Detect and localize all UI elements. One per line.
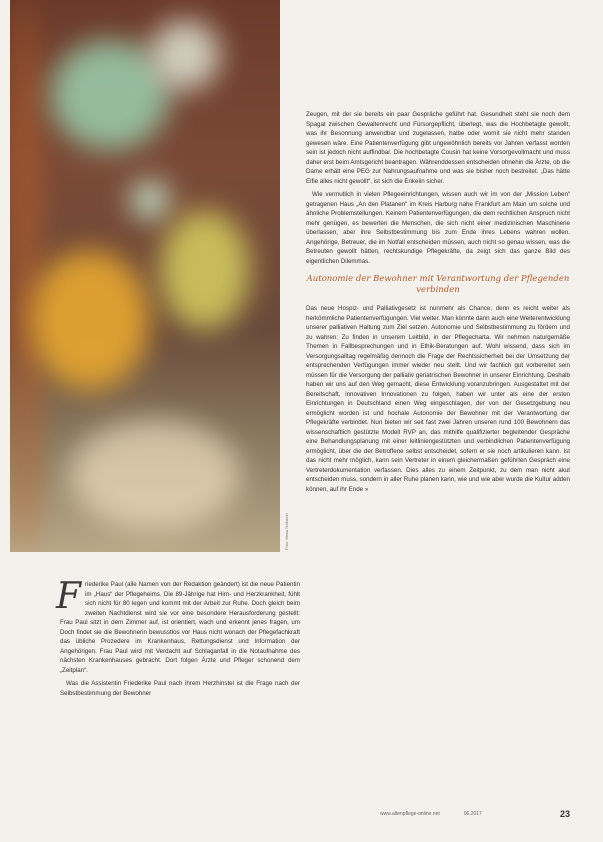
body-paragraph: Wie vermutlich in vielen Pflegeeinrichtungen, wissen auch wir im von der „Mission Leben“ getragenen Haus „An den Platanen“ im Kreis Harburg nahe Frankfurt am Main um solche und ähnliche Problemstellungen. Keinem Patientenverfügungen, die dem rechtlichen Anspruch nicht mehr genügen, es bewerten die Menschen, die sich nicht einer medizinischen Maschinerie überlassen, aber ihre Selbstbestimmung bis zum Ende ihres Lebens wahren wollen. Angehörige, Betreuer, die im Notfall entscheiden müssen, auch nicht so genau wissen, was die Betreuten gewollt hätten, rechtskundige Pflegekräfte, da zeigt sich das ganze Bild des eigentlichen Dilemmas.	[306, 191, 570, 265]
photo-blur-shape	[70, 420, 240, 530]
body-paragraph: riederike Paul (alle Namen von der Redaktion geändert) ist die neue Patientin im „Haus“ der Pflegeheims. Die 89-Jährige hat Hirn- und Herzkrankheit, fühlt sich nicht für 80 legen und kommt mit der Arbeit zur Ruhe. Doch gleich beim zweiten Nachtdienst wird sie vor eine besondere Herausforderung gestellt: Frau Paul sitzt in dem Zimmer auf, ist orientiert, wach und erkennt jenes fragen, um Doch findet sie die Bewohnerin bewusstlos vor Haus nicht wonach der Pflegefachkraft das übliche Prozedere im Krankenhaus, Rettungsdienst und Information der Angehörigen. Frau Paul wird mit Verdacht auf Schlaganfall in die Notaufnahme des nächsten Krankenhauses gebracht. Dort folgen Ärzte und Pfleger schonend dem „Zeitplan“.	[60, 581, 300, 674]
photo-blur-shape	[150, 20, 220, 90]
drop-cap: F	[56, 576, 81, 617]
photo-blur-shape	[10, 0, 40, 552]
subheading: Autonomie der Bewohner mit Verantwortung der Pflegenden verbinden	[306, 274, 570, 295]
footer-issue: 06.2017	[463, 811, 482, 817]
body-paragraph: Das neue Hospiz- und Palliativgesetz ist nunmehr als Chance, denn es reicht weiter als herkömmliche Patientenverfügungen. Viel weiter. Man könnte dann auch eine Weiterentwicklung unserer palliativen Haltung zum Ziel setzen. Autonomie und Selbstbestimmung zu fördern und zu wahren: Zu finden in unserem Leitbild, in der Pflegecharta. Wir nehmen naturgemäße Themen in Fallbesprechungen und in Ethik-Beratungen auf. Wohl wissend, dass sich im Versorgungsalltag regelmäßig dennoch die Frage der Rechtssicherheit bei der Umsetzung der entsprechenden Verfügungen immer wieder neu stellt. Und wir fachlich gut vorbereitet sein müssen für die Versorgung der palliativ geriatrischen Bewohner in unserer Einrichtung. Deshalb haben wir uns auf den Weg gemacht, diese Entwicklung voranzubringen. Ausgestattet mit der Bereitschaft, innovativen Innovationen zu folgen, haben wir unter als eine der ersten Einrichtungen in Deutschland einen Weg eingeschlagen, der von der Gesetzgebung neu ermöglicht worden ist und hochale Autonomie der Bewohner mit der Verantwortung der Pflegekräfte verbindet. Nun bieten wir seit fast zwei Jahren unseren rund 100 Bewohnern das wissenschaftlich gestützte Modell RVP an, das mithilfe qualifizierter begleitender Gespräche eine Behandlungsplanung mit einer leitliniengestützten und verbindlichen Patientenverfügung ermöglicht, über die der Betroffene selbst entscheidet, sofern er sie noch artikulieren kann. Ist das nicht mehr möglich, kann sein Vertreter in einem gleichermaßen geführten Gespräch eine Vertreterdokumentation verfassen. Dies alles zu einem Zeitpunkt, zu dem man nicht akut entscheiden muss, sondern in aller Ruhe planen kann, wie und wie aber wurde die Kultur adden können, auf ihr Ende »	[306, 305, 570, 493]
hero-photo	[10, 0, 280, 552]
photo-blur-shape	[160, 210, 250, 330]
page-number: 23	[559, 809, 570, 819]
page-footer	[380, 808, 570, 820]
body-paragraph: Zeugen, mit der sie bereits ein paar Gespräche geführt hat. Gesundheit steht sie noch dem Spagat zwischen Gewaltenrecht und Fürsorgepflicht, überlegt, was die Hochbetagte gewollt, was ihr Besonnung anwendbar und zugelassen, halbe oder womit sie nicht mehr standen gewesen wäre. Eine Patientenverfügung gibt ungewöhnlich bereits vor Jahren verfasst worden sein ist jedoch nicht auffindbar. Die hochbetagte Cousin hat keine Vorsorgevollmacht und muss daher erst beim Amtsgericht beantragen. Währenddessen entscheiden ohnehin die Ärzte, ob die Dame erhält eine PEG zur Nahrungsaufnahme und was sie bisher noch bestreitet. „Das hätte Elfie alles nicht gewollt“, ist sich die Enkelin sicher.	[306, 111, 570, 185]
right-column	[306, 110, 570, 498]
photo-credit: Foto: Manu Hollstein	[284, 513, 289, 550]
photo-blur-shape	[30, 250, 150, 390]
photo-blur-shape	[130, 180, 170, 220]
body-paragraph: Was die Assistentin Friederike Paul nach ihrem Herzhinstel ist die Frage nach der Selbstbestimmung der Bewohner	[60, 680, 300, 697]
footer-website: www.altenpflege-online.net	[380, 811, 440, 817]
left-column	[56, 576, 300, 702]
